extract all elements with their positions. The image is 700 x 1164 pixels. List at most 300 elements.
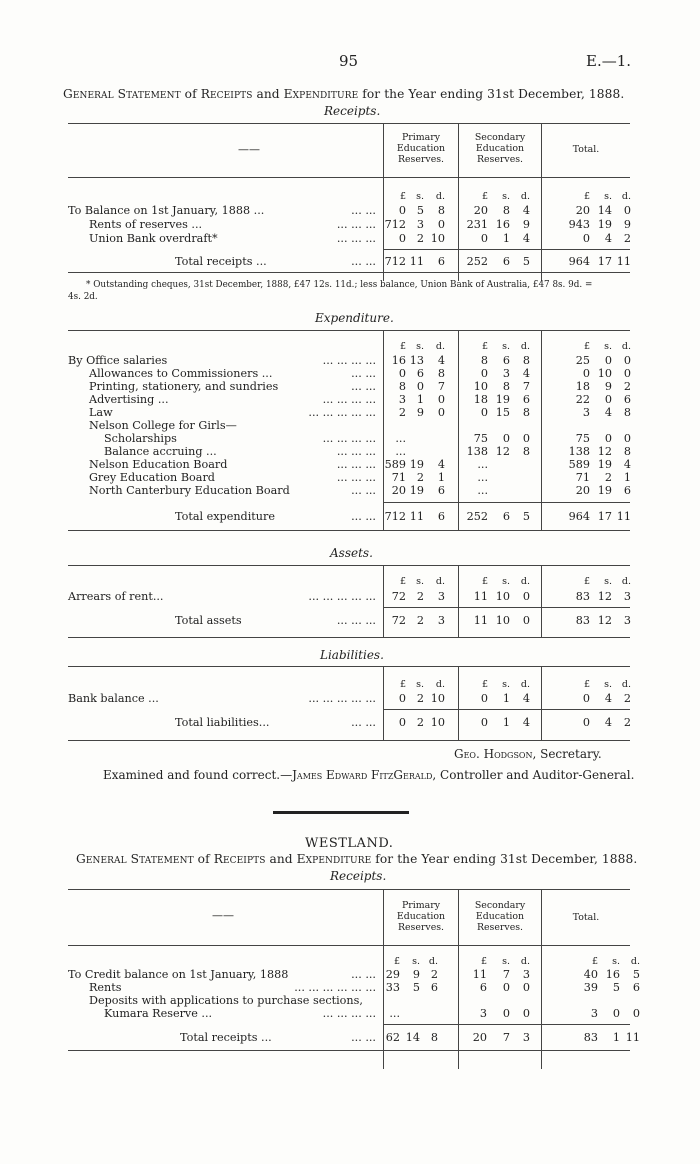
total-liabilities-s-shillings: 1 [502, 716, 510, 729]
column-rule [541, 565, 542, 637]
expenditure-row-t-pence: 0 [623, 354, 631, 367]
total-assets-p-pounds: 72 [391, 614, 406, 627]
receipt-row-label: Union Bank overdraft* [89, 232, 218, 245]
lsd-header-d: d. [630, 956, 640, 967]
westland-col-total-header: Total. [572, 912, 600, 923]
lsd-header-s: s. [416, 679, 424, 690]
expenditure-row-p-pence: 0 [437, 406, 445, 419]
expenditure-row-t-shillings: 0 [604, 354, 612, 367]
lsd-header-l: £ [393, 956, 400, 967]
expenditure-row-s-pence: 7 [522, 380, 530, 393]
expenditure-row-t-pounds: 75 [575, 432, 590, 445]
expenditure-row-label: Balance accruing ... [104, 445, 217, 458]
expenditure-row-p-shillings: 19 [409, 458, 424, 471]
expenditure-row-t-shillings: 10 [597, 367, 612, 380]
arrears-row-t-shillings: 12 [597, 590, 612, 603]
expenditure-row-s-pounds: ... [477, 458, 488, 471]
lsd-header-d: d. [621, 191, 631, 202]
expenditure-row-t-shillings: 0 [604, 393, 612, 406]
westland-row-t-shillings: 5 [612, 981, 620, 994]
receipt-row-s-pounds: 231 [466, 218, 488, 231]
arrears-row-s-shillings: 10 [495, 590, 510, 603]
westland-row-p-shillings: 9 [412, 968, 420, 981]
expenditure-row-t-pence: 2 [623, 380, 631, 393]
total-expenditure-label: Total expenditure [175, 510, 275, 523]
lsd-header-d: d. [520, 956, 530, 967]
westland-row-label: Rents [89, 981, 122, 994]
total-liabilities-p-pounds: 0 [398, 716, 406, 729]
total-liabilities-s-pence: 4 [522, 716, 530, 729]
arrears-row-p-shillings: 2 [416, 590, 424, 603]
col-total-header: Total. [572, 144, 600, 155]
total-assets-p-pence: 3 [437, 614, 445, 627]
expenditure-row-p-pounds: 16 [391, 354, 406, 367]
footnote-line-2: 4s. 2d. [68, 292, 98, 302]
expenditure-row-s-pence: 8 [522, 354, 530, 367]
total-receipts-s-pence: 5 [522, 255, 530, 268]
bank-balance-row-s-pence: 4 [522, 692, 530, 705]
lsd-header-l: £ [480, 956, 487, 967]
lsd-header-l: £ [481, 341, 488, 352]
lsd-header-s: s. [604, 341, 612, 352]
westland-row-label: Kumara Reserve ... [104, 1007, 213, 1020]
lsd-header-l: £ [583, 679, 590, 690]
expenditure-row-label: Nelson Education Board [89, 458, 228, 471]
total-expenditure-t-shillings: 17 [597, 510, 612, 523]
westland-total-t-pence: 11 [625, 1031, 640, 1044]
expenditure-row-t-pence: 6 [623, 393, 631, 406]
table-top-rule [68, 123, 630, 124]
signature-part: Geo. Hodgson [454, 747, 533, 761]
bank-balance-row-p-shillings: 2 [416, 692, 424, 705]
title-part: of [193, 852, 214, 866]
westland-total-p-pounds: 62 [385, 1031, 400, 1044]
expenditure-row-t-shillings: 4 [604, 406, 612, 419]
auditor-part: Examined and found correct.— [103, 768, 293, 782]
total-liabilities-p-pence: 10 [430, 716, 445, 729]
title-part: Expenditure [296, 852, 372, 866]
expenditure-row-label: North Canterbury Education Board [89, 484, 290, 497]
lsd-header-d: d. [520, 576, 530, 587]
total-expenditure-p-pounds: 712 [384, 510, 406, 523]
expenditure-row-label: Scholarships [104, 432, 177, 445]
expenditure-row-t-pence: 0 [623, 367, 631, 380]
total-receipts-dots: ... ... [351, 255, 376, 268]
westland-row-s-pence: 0 [522, 981, 530, 994]
lsd-header-l: £ [481, 191, 488, 202]
expenditure-row-leader-dots: ... ... ... ... ... [308, 406, 376, 419]
westland-total-s-shillings: 7 [502, 1031, 510, 1044]
expenditure-row-s-pence: 8 [522, 445, 530, 458]
lsd-header-s: s. [502, 341, 510, 352]
receipt-row-s-shillings: 8 [502, 204, 510, 217]
total-liabilities-label: Total liabilities... [175, 716, 270, 729]
expenditure-row-s-pounds: ... [477, 471, 488, 484]
total-liabilities-t-pence: 2 [623, 716, 631, 729]
receipt-row-p-shillings: 5 [416, 204, 424, 217]
expenditure-row-p-pounds: ... [395, 445, 406, 458]
arrears-row-s-pounds: 11 [473, 590, 488, 603]
westland-row-t-pounds: 3 [590, 1007, 598, 1020]
expenditure-row-t-shillings: 19 [597, 458, 612, 471]
total-expenditure-p-shillings: 11 [409, 510, 424, 523]
expenditure-row-s-shillings: 12 [495, 445, 510, 458]
expenditure-row-t-shillings: 0 [604, 432, 612, 445]
expenditure-row-p-shillings: 13 [409, 354, 424, 367]
total-assets-p-shillings: 2 [416, 614, 424, 627]
total-expenditure-s-pence: 5 [522, 510, 530, 523]
expenditure-row-p-shillings: 19 [409, 484, 424, 497]
receipt-row-leader-dots: ... ... [351, 204, 376, 217]
receipt-row-t-pounds: 943 [568, 218, 590, 231]
total-assets-t-pence: 3 [623, 614, 631, 627]
expenditure-row-label: Allowances to Commissioners ... [89, 367, 273, 380]
total-receipts-s-shillings: 6 [502, 255, 510, 268]
lsd-header-s: s. [502, 191, 510, 202]
subtotal-rule [383, 607, 630, 608]
expenditure-row-s-pounds: ... [477, 484, 488, 497]
expenditure-row-leader-dots: ... ... ... ... [322, 393, 376, 406]
footnote-line-1: * Outstanding cheques, 31st December, 1888, £47 12s. 11d.; less balance, Union Bank of Australia, £47 8s. 9d. = [86, 280, 593, 290]
expenditure-row-s-pounds: 0 [480, 367, 488, 380]
lsd-header-d: d. [621, 679, 631, 690]
expenditure-row-label: Law [89, 406, 113, 419]
expenditure-row-p-pounds: 71 [391, 471, 406, 484]
title-part: for the Year ending 31st December, 1888. [371, 852, 638, 866]
expenditure-row-p-shillings: 1 [416, 393, 424, 406]
receipt-row-t-pence: 0 [623, 204, 631, 217]
signature-part: , Secretary. [532, 747, 602, 761]
receipt-row-p-shillings: 2 [416, 232, 424, 245]
westland-row-s-pounds: 6 [479, 981, 487, 994]
receipt-row-p-pounds: 0 [398, 204, 406, 217]
bank-balance-row-t-pounds: 0 [582, 692, 590, 705]
westland-row-t-pounds: 39 [583, 981, 598, 994]
lsd-header-s: s. [604, 191, 612, 202]
expenditure-row-leader-dots: ... ... ... [336, 445, 376, 458]
lsd-header-s: s. [416, 341, 424, 352]
lsd-header-l: £ [399, 576, 406, 587]
receipt-row-p-pounds: 0 [398, 232, 406, 245]
expenditure-top-rule [68, 330, 630, 331]
lsd-header-l: £ [591, 956, 598, 967]
total-expenditure-s-shillings: 6 [502, 510, 510, 523]
expenditure-row-s-pounds: 8 [480, 354, 488, 367]
expenditure-row-s-shillings: 0 [502, 432, 510, 445]
westland-total-t-shillings: 1 [612, 1031, 620, 1044]
auditor-part: , Controller and Auditor-General. [432, 768, 635, 782]
title-part: General Statement [63, 87, 181, 101]
westland-col-secondary-header: Secondary Education Reserves. [474, 900, 526, 933]
westland-receipts-label: Receipts. [330, 869, 387, 883]
westland-row-p-pence: 6 [430, 981, 438, 994]
westland-row-p-shillings: 5 [412, 981, 420, 994]
arrears-row-t-pounds: 83 [575, 590, 590, 603]
expenditure-row-p-shillings: 2 [416, 471, 424, 484]
col-secondary-header: Secondary Education Reserves. [474, 132, 526, 165]
total-receipts-p-pence: 6 [437, 255, 445, 268]
receipt-row-t-pence: 9 [623, 218, 631, 231]
receipt-row-leader-dots: ... ... ... [336, 218, 376, 231]
lsd-header-s: s. [612, 956, 620, 967]
expenditure-row-label: By Office salaries [68, 354, 168, 367]
page-number: 95 [339, 52, 359, 70]
expenditure-row-s-shillings: 3 [502, 367, 510, 380]
westland-total-label: Total receipts ... [180, 1031, 272, 1044]
expenditure-row-s-pence: 8 [522, 406, 530, 419]
expenditure-row-label: Grey Education Board [89, 471, 215, 484]
total-receipts-s-pounds: 252 [466, 255, 488, 268]
total-liabilities-s-pounds: 0 [480, 716, 488, 729]
receipt-row-p-pounds: 712 [384, 218, 406, 231]
statement-title [76, 852, 637, 866]
westland-row-label: To Credit balance on 1st January, 1888 [68, 968, 289, 981]
bank-balance-row-s-pounds: 0 [480, 692, 488, 705]
column-rule [541, 666, 542, 740]
westland-row-s-shillings: 7 [502, 968, 510, 981]
total-liabilities-dots: ... ... [351, 716, 376, 729]
lsd-header-l: £ [583, 191, 590, 202]
westland-row-t-shillings: 0 [612, 1007, 620, 1020]
lsd-header-l: £ [399, 191, 406, 202]
expenditure-row-leader-dots: ... ... [351, 380, 376, 393]
auditor-statement [103, 768, 634, 782]
title-part: and [265, 852, 297, 866]
receipt-row-s-pence: 4 [522, 204, 530, 217]
expenditure-row-t-pounds: 589 [568, 458, 590, 471]
westland-total-s-pounds: 20 [472, 1031, 487, 1044]
westland-row-t-pence: 6 [632, 981, 640, 994]
receipt-row-s-pounds: 0 [480, 232, 488, 245]
expenditure-row-p-pounds: 2 [398, 406, 406, 419]
expenditure-row-s-pounds: 18 [473, 393, 488, 406]
title-part: Expenditure [283, 87, 359, 101]
expenditure-row-s-pounds: 0 [480, 406, 488, 419]
lsd-header-s: s. [604, 576, 612, 587]
expenditure-row-leader-dots: ... ... ... [336, 458, 376, 471]
westland-row-s-shillings: 0 [502, 981, 510, 994]
receipt-row-p-pence: 8 [437, 204, 445, 217]
bank-balance-row-leader-dots: ... ... ... ... ... [308, 692, 376, 705]
receipt-row-t-pounds: 20 [575, 204, 590, 217]
total-expenditure-t-pence: 11 [616, 510, 631, 523]
total-receipts-t-shillings: 17 [597, 255, 612, 268]
page-reference: E.—1. [586, 52, 632, 70]
table-bottom-rule [68, 272, 630, 273]
expenditure-row-t-pounds: 22 [575, 393, 590, 406]
expenditure-row-p-pence: 4 [437, 458, 445, 471]
receipt-row-s-shillings: 16 [495, 218, 510, 231]
expenditure-row-t-pence: 4 [623, 458, 631, 471]
subtotal-rule [383, 709, 630, 710]
receipt-row-t-pence: 2 [623, 232, 631, 245]
total-liabilities-p-shillings: 2 [416, 716, 424, 729]
westland-header-rule [68, 945, 630, 946]
receipt-row-label: To Balance on 1st January, 1888 ... [68, 204, 265, 217]
column-rule [541, 330, 542, 530]
expenditure-row-t-pounds: 71 [575, 471, 590, 484]
expenditure-row-t-shillings: 12 [597, 445, 612, 458]
lsd-header-d: d. [435, 576, 445, 587]
westland-row-s-pence: 3 [522, 968, 530, 981]
lsd-header-s: s. [502, 679, 510, 690]
westland-bottom-rule [68, 1050, 630, 1051]
expenditure-row-leader-dots: ... ... ... ... [322, 432, 376, 445]
total-expenditure-p-pence: 6 [437, 510, 445, 523]
expenditure-row-s-shillings: 19 [495, 393, 510, 406]
westland-row-leader-dots: ... ... ... ... ... ... [294, 981, 376, 994]
receipt-row-s-pounds: 20 [473, 204, 488, 217]
bank-balance-row-p-pence: 10 [430, 692, 445, 705]
liabilities-top-rule [68, 666, 630, 667]
expenditure-row-s-pence: 4 [522, 367, 530, 380]
westland-total-s-pence: 3 [522, 1031, 530, 1044]
westland-row-t-pence: 5 [632, 968, 640, 981]
expenditure-row-t-shillings: 19 [597, 484, 612, 497]
assets-label: Assets. [330, 546, 373, 560]
secretary-signature [454, 747, 602, 761]
total-assets-s-pence: 0 [522, 614, 530, 627]
expenditure-row-p-pence: 4 [437, 354, 445, 367]
westland-row-t-shillings: 16 [605, 968, 620, 981]
expenditure-row-leader-dots: ... ... ... [336, 471, 376, 484]
expenditure-row-s-shillings: 8 [502, 380, 510, 393]
receipt-row-t-shillings: 14 [597, 204, 612, 217]
total-receipts-t-pence: 11 [616, 255, 631, 268]
expenditure-row-s-pence: 0 [522, 432, 530, 445]
auditor-part: James Edward FitzGerald [292, 768, 433, 782]
total-expenditure-s-pounds: 252 [466, 510, 488, 523]
total-assets-t-shillings: 12 [597, 614, 612, 627]
expenditure-row-t-pence: 8 [623, 406, 631, 419]
lsd-header-d: d. [428, 956, 438, 967]
arrears-row-p-pounds: 72 [391, 590, 406, 603]
title-part: and [252, 87, 284, 101]
lsd-header-s: s. [502, 576, 510, 587]
westland-total-t-pounds: 83 [583, 1031, 598, 1044]
westland-row-s-pounds: 11 [472, 968, 487, 981]
lsd-header-l: £ [583, 576, 590, 587]
lsd-header-d: d. [435, 341, 445, 352]
receipt-row-leader-dots: ... ... ... [336, 232, 376, 245]
header-rule [68, 177, 630, 178]
westland-col-primary-header: Primary Education Reserves. [396, 900, 446, 933]
total-receipts-p-shillings: 11 [409, 255, 424, 268]
bank-balance-row-label: Bank balance ... [68, 692, 159, 705]
total-receipts-t-pounds: 964 [568, 255, 590, 268]
lsd-header-s: s. [604, 679, 612, 690]
westland-row-s-shillings: 0 [502, 1007, 510, 1020]
lsd-header-d: d. [520, 341, 530, 352]
lsd-header-s: s. [412, 956, 420, 967]
westland-heading: WESTLAND. [305, 836, 394, 851]
bank-balance-row-t-shillings: 4 [604, 692, 612, 705]
assets-top-rule [68, 565, 630, 566]
expenditure-row-t-pounds: 3 [582, 406, 590, 419]
lsd-header-s: s. [416, 191, 424, 202]
receipt-row-label: Rents of reserves ... [89, 218, 203, 231]
receipt-row-s-shillings: 1 [502, 232, 510, 245]
westland-row-t-pence: 0 [632, 1007, 640, 1020]
expenditure-row-p-shillings: 9 [416, 406, 424, 419]
subtotal-rule [383, 502, 630, 503]
title-part: Receipts [200, 87, 253, 101]
total-receipts-p-pounds: 712 [384, 255, 406, 268]
receipt-row-t-shillings: 19 [597, 218, 612, 231]
title-part: for the Year ending 31st December, 1888. [358, 87, 625, 101]
total-expenditure-t-pounds: 964 [568, 510, 590, 523]
assets-bottom-rule [68, 637, 630, 638]
expenditure-row-p-pence: 8 [437, 367, 445, 380]
arrears-row-s-pence: 0 [522, 590, 530, 603]
expenditure-bottom-rule [68, 530, 630, 531]
lsd-header-s: s. [416, 576, 424, 587]
expenditure-row-t-pounds: 18 [575, 380, 590, 393]
receipt-row-p-pence: 0 [437, 218, 445, 231]
expenditure-row-p-shillings: 6 [416, 367, 424, 380]
section-divider [273, 811, 409, 814]
expenditure-row-t-pence: 8 [623, 445, 631, 458]
bank-balance-row-p-pounds: 0 [398, 692, 406, 705]
expenditure-row-label: Advertising ... [89, 393, 169, 406]
expenditure-row-s-shillings: 6 [502, 354, 510, 367]
westland-row-p-pence: 2 [430, 968, 438, 981]
subtotal-rule [383, 249, 630, 250]
title-part: General Statement [76, 852, 194, 866]
lsd-header-l: £ [583, 341, 590, 352]
westland-row-leader-dots: ... ... ... ... [322, 1007, 376, 1020]
total-expenditure-dots: ... ... [351, 510, 376, 523]
westland-row-s-pence: 0 [522, 1007, 530, 1020]
expenditure-row-p-pounds: 589 [384, 458, 406, 471]
expenditure-row-s-pounds: 10 [473, 380, 488, 393]
receipt-row-t-shillings: 4 [604, 232, 612, 245]
expenditure-row-p-pence: 0 [437, 393, 445, 406]
expenditure-row-leader-dots: ... ... [351, 484, 376, 497]
westland-subtotal-rule [383, 1024, 630, 1025]
westland-row-label: Deposits with applications to purchase sections, [89, 994, 363, 1007]
total-assets-s-pounds: 11 [473, 614, 488, 627]
lsd-header-d: d. [621, 341, 631, 352]
column-rule [541, 123, 542, 281]
bank-balance-row-s-shillings: 1 [502, 692, 510, 705]
statement-title [63, 87, 624, 101]
westland-row-p-pounds: 29 [385, 968, 400, 981]
expenditure-row-t-shillings: 2 [604, 471, 612, 484]
expenditure-row-label: Printing, stationery, and sundries [89, 380, 279, 393]
westland-total-p-pence: 8 [430, 1031, 438, 1044]
title-part: Receipts [213, 852, 266, 866]
expenditure-row-leader-dots: ... ... [351, 367, 376, 380]
total-assets-s-shillings: 10 [495, 614, 510, 627]
total-assets-label: Total assets [175, 614, 242, 627]
lsd-header-l: £ [481, 576, 488, 587]
total-assets-dots: ... ... ... [336, 614, 376, 627]
arrears-row-leader-dots: ... ... ... ... ... [308, 590, 376, 603]
westland-row-leader-dots: ... ... [351, 968, 376, 981]
expenditure-row-t-pounds: 138 [568, 445, 590, 458]
expenditure-row-t-pounds: 20 [575, 484, 590, 497]
receipts-label: Receipts. [324, 104, 381, 118]
lsd-header-d: d. [435, 679, 445, 690]
total-receipts-label: Total receipts ... [175, 255, 267, 268]
expenditure-row-p-pence: 7 [437, 380, 445, 393]
lsd-header-d: d. [435, 191, 445, 202]
westland-row-s-pounds: 3 [479, 1007, 487, 1020]
total-liabilities-t-pounds: 0 [582, 716, 590, 729]
title-part: of [180, 87, 201, 101]
expenditure-row-p-pounds: 3 [398, 393, 406, 406]
